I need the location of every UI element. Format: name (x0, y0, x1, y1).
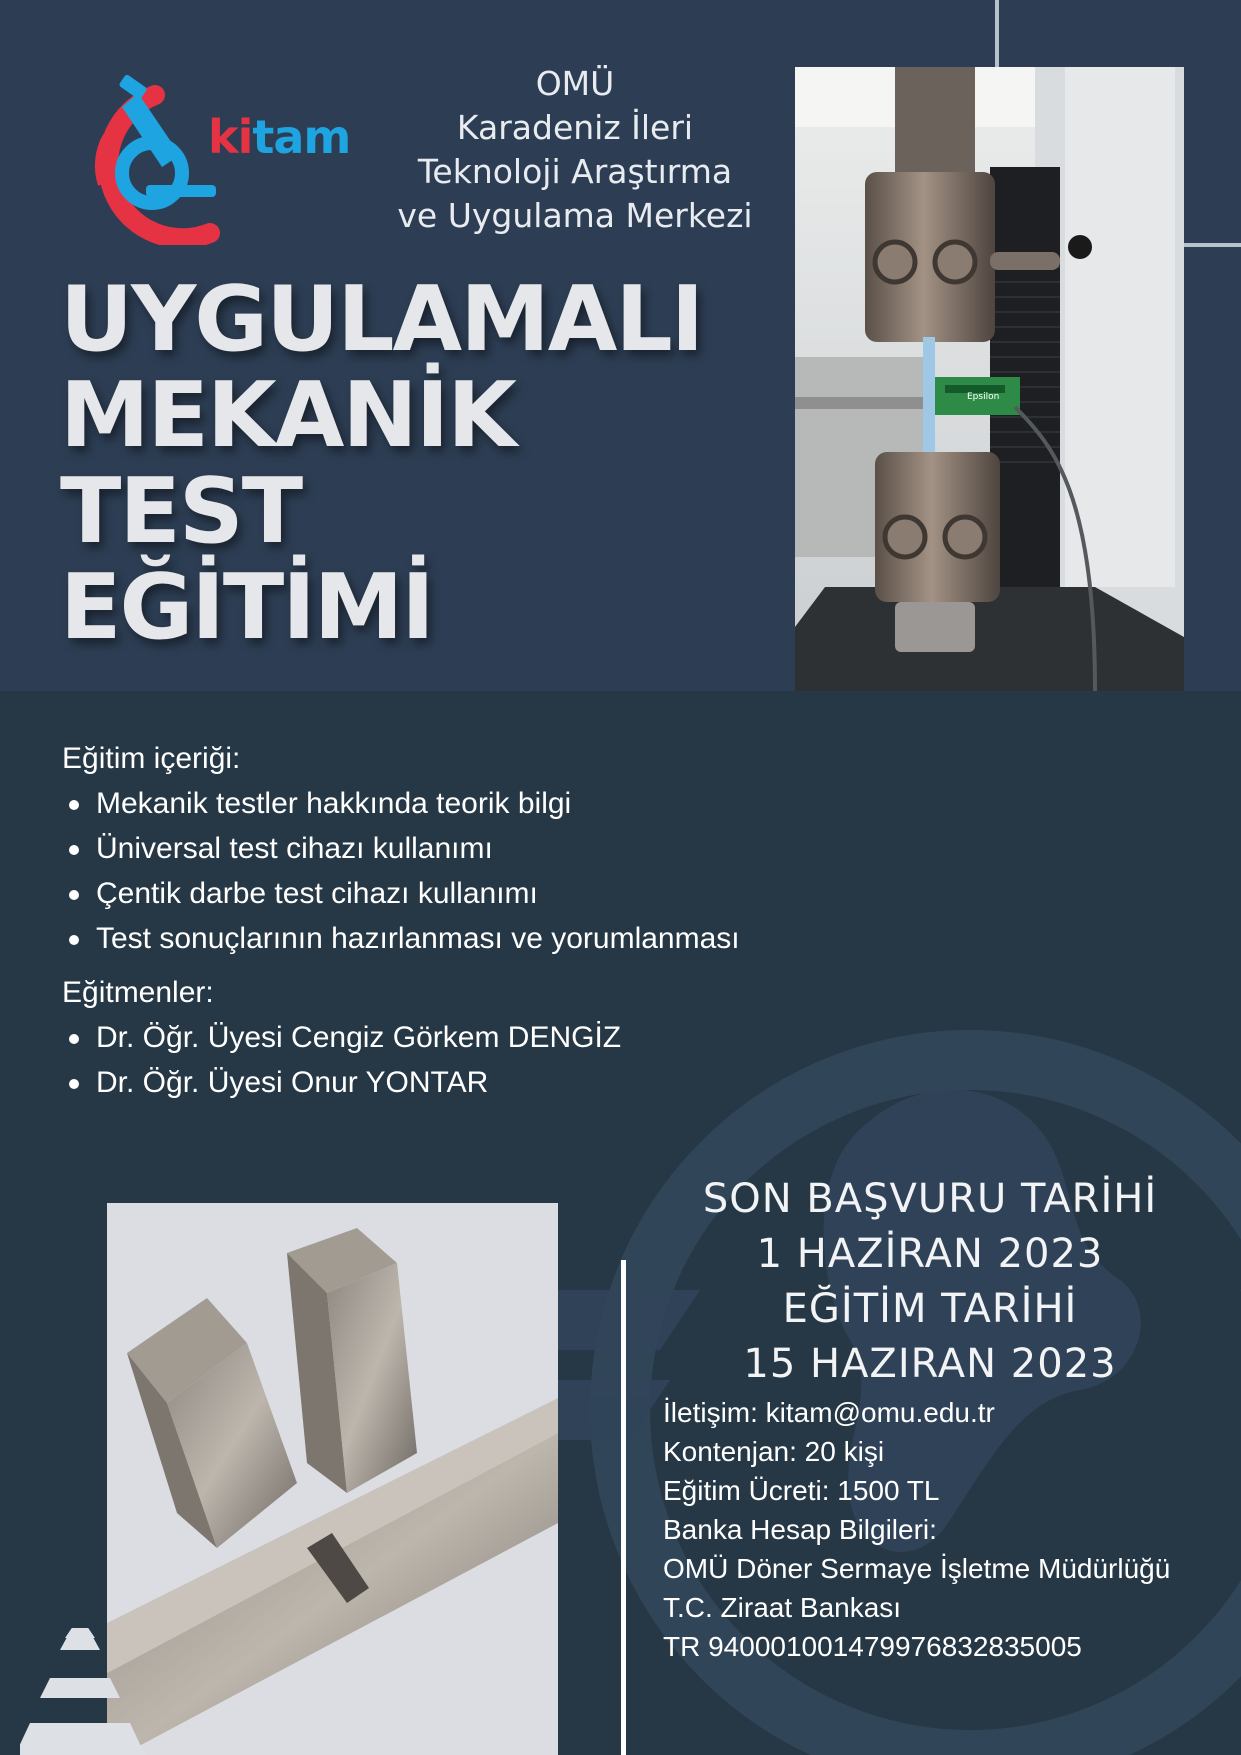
bank-account-holder: OMÜ Döner Sermaye İşletme Müdürlüğü (663, 1553, 1171, 1584)
notched-specimen-photo (107, 1203, 558, 1755)
logo-wordmark (208, 110, 350, 164)
list-item: Üniversal test cihazı kullanımı (96, 826, 740, 871)
institution-name (365, 62, 785, 238)
institution-line: Karadeniz İleri (456, 108, 694, 147)
contact-info (663, 1393, 1170, 1666)
capacity: Kontenjan: 20 kişi (663, 1436, 885, 1467)
list-item: Çentik darbe test cihazı kullanımı (96, 871, 740, 916)
title-line: UYGULAMALI (60, 267, 703, 372)
vertical-divider (621, 1260, 626, 1755)
main-title (60, 267, 703, 660)
training-content-section (62, 737, 740, 961)
training-content-list (62, 781, 740, 961)
extensometer-label: Epsilon (967, 392, 1000, 402)
instructors-section (62, 971, 621, 1105)
title-line: TEST (60, 459, 302, 564)
training-date-label: EĞİTİM TARİHİ (782, 1286, 1078, 1332)
bank-heading: Banka Hesap Bilgileri: (663, 1514, 937, 1545)
training-content-heading: Eğitim içeriği: (62, 742, 241, 775)
title-line: EĞİTİMİ (60, 555, 433, 660)
deadline-label: SON BAŞVURU TARİHİ (702, 1176, 1158, 1222)
dates-block (650, 1172, 1210, 1392)
list-item: Dr. Öğr. Üyesi Cengiz Görkem DENGİZ (96, 1015, 621, 1060)
logo-text-tam: tam (252, 110, 351, 164)
training-date: 15 HAZIRAN 2023 (743, 1341, 1117, 1387)
deadline-date: 1 HAZİRAN 2023 (756, 1231, 1104, 1277)
institution-line: Teknoloji Araştırma (417, 152, 733, 191)
list-item: Mekanik testler hakkında teorik bilgi (96, 781, 740, 826)
title-line: MEKANİK (60, 363, 515, 468)
logo-text-ki: ki (208, 110, 253, 164)
iban: TR 940001001479976832835005 (663, 1631, 1082, 1662)
list-item: Test sonuçlarının hazırlanması ve yorumlanması (96, 916, 740, 961)
institution-line: OMÜ (535, 64, 615, 103)
stacked-triangle-icon (20, 1628, 150, 1755)
bank-name: T.C. Ziraat Bankası (663, 1592, 902, 1623)
institution-line: ve Uygulama Merkezi (397, 196, 753, 235)
list-item: Dr. Öğr. Üyesi Onur YONTAR (96, 1060, 621, 1105)
tensile-test-machine-photo (795, 67, 1184, 691)
instructors-list (62, 1015, 621, 1105)
contact-email: İletişim: kitam@omu.edu.tr (663, 1397, 995, 1428)
instructors-heading: Eğitmenler: (62, 976, 214, 1009)
fee: Eğitim Ücreti: 1500 TL (663, 1475, 940, 1506)
